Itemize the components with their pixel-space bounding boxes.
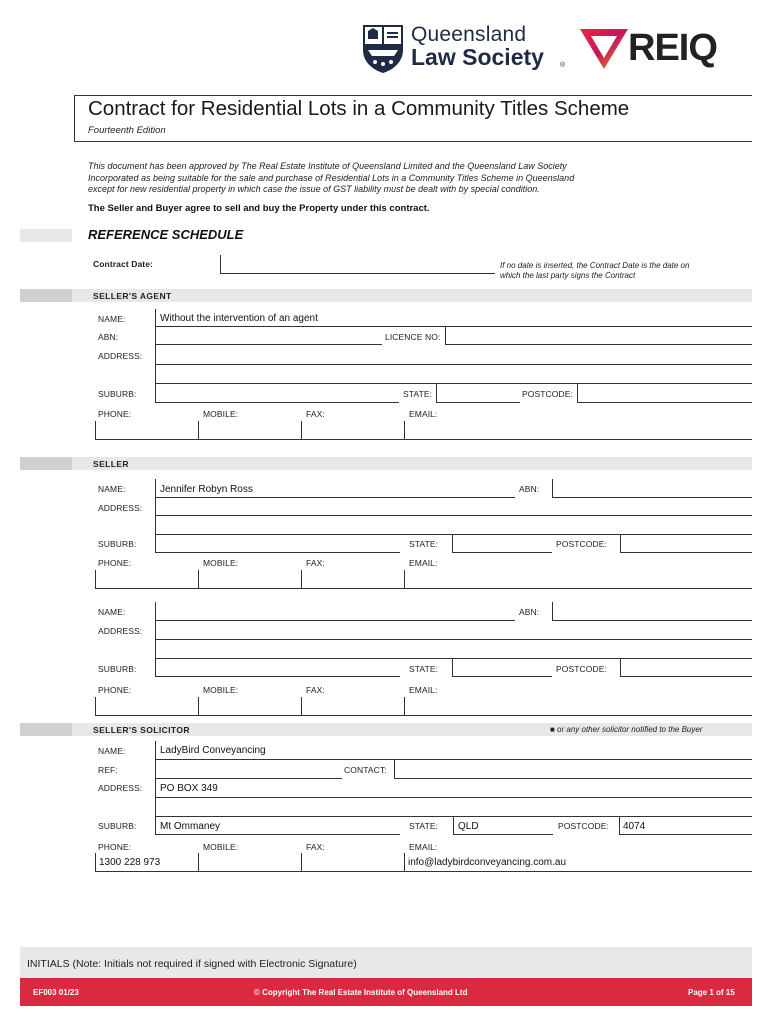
seller2-name-label: NAME: — [98, 607, 126, 617]
seller1-mobile-label: MOBILE: — [203, 558, 239, 568]
solicitor-email-value: info@ladybirdconveyancing.com.au — [408, 857, 567, 868]
agent-state-label: STATE: — [403, 389, 433, 399]
seller2-fax-field[interactable] — [301, 697, 404, 716]
seller1-fax-field[interactable] — [301, 570, 404, 589]
agent-email-label: EMAIL: — [409, 409, 438, 419]
solicitor-fax-label: FAX: — [306, 842, 325, 852]
seller2-state-field[interactable] — [452, 659, 552, 677]
agent-name-label: NAME: — [98, 314, 126, 324]
seller2-mobile-field[interactable] — [198, 697, 301, 716]
seller1-email-field[interactable] — [404, 570, 752, 589]
qls-logo — [360, 22, 570, 74]
seller2-fax-label: FAX: — [306, 685, 325, 695]
seller-band-tab — [20, 457, 72, 470]
solicitor-phone-label: PHONE: — [98, 842, 132, 852]
footer-page-number: Page 1 of 15 — [688, 988, 735, 997]
seller1-fax-label: FAX: — [306, 558, 325, 568]
seller2-abn-label: ABN: — [519, 607, 540, 617]
seller2-suburb-label: SUBURB: — [98, 664, 137, 674]
agent-fax-label: FAX: — [306, 409, 325, 419]
intro-line-1: This document has been approved by The Real Estate Institute of Queensland Limited and the Queensland Law Society — [88, 161, 567, 171]
agent-suburb-field[interactable] — [155, 384, 399, 403]
solicitor-contact-label: CONTACT: — [344, 765, 387, 775]
solicitor-state-value: QLD — [458, 821, 479, 832]
sellers-solicitor-note: ■ or any other solicitor notified to the Buyer — [550, 725, 703, 734]
seller1-abn-label: ABN: — [519, 484, 540, 494]
seller2-mobile-label: MOBILE: — [203, 685, 239, 695]
seller1-postcode-label: POSTCODE: — [556, 539, 607, 549]
solicitor-ref-label: REF: — [98, 765, 118, 775]
schedule-heading: REFERENCE SCHEDULE — [88, 227, 244, 242]
solicitor-mobile-label: MOBILE: — [203, 842, 239, 852]
seller-band — [20, 457, 752, 470]
agent-name-value: Without the intervention of an agent — [160, 313, 318, 324]
reiq-logo-text: REIQ — [628, 27, 717, 69]
seller2-abn-field[interactable] — [552, 602, 752, 621]
solicitor-postcode-label: POSTCODE: — [558, 821, 609, 831]
seller2-state-label: STATE: — [409, 664, 439, 674]
solicitor-address-field[interactable] — [155, 779, 752, 798]
seller2-address-label: ADDRESS: — [98, 626, 143, 636]
solicitor-fax-field[interactable] — [301, 853, 404, 872]
seller1-suburb-field[interactable] — [155, 535, 400, 553]
agent-postcode-field[interactable] — [577, 384, 752, 403]
agent-licence-label: LICENCE NO: — [385, 332, 441, 342]
solicitor-email-label: EMAIL: — [409, 842, 438, 852]
agent-abn-field[interactable] — [155, 327, 382, 345]
intro-line-3: except for new residential property in which case the issue of GST liability must be dealt with by special condition. — [88, 184, 540, 194]
seller1-address-label: ADDRESS: — [98, 503, 143, 513]
sellers-solicitor-band-tab — [20, 723, 72, 736]
seller1-address-field-line2[interactable] — [155, 516, 752, 535]
seller1-suburb-label: SUBURB: — [98, 539, 137, 549]
seller-heading: SELLER — [93, 459, 129, 469]
solicitor-phone-value: 1300 228 973 — [99, 857, 161, 868]
agent-phone-label: PHONE: — [98, 409, 132, 419]
reiq-logo — [578, 25, 750, 71]
solicitor-suburb-label: SUBURB: — [98, 821, 137, 831]
seller2-email-field[interactable] — [404, 697, 752, 716]
title-left-rule — [74, 95, 75, 142]
qls-logo-text-line2: Law Society — [411, 44, 544, 70]
contract-date-note — [500, 261, 689, 281]
agent-phone-field[interactable] — [95, 421, 198, 440]
agent-address-field-line2[interactable] — [155, 365, 752, 384]
sellers-agent-band-tab — [20, 289, 72, 302]
agent-licence-field[interactable] — [445, 327, 752, 345]
solicitor-name-label: NAME: — [98, 746, 126, 756]
sellers-solicitor-heading: SELLER'S SOLICITOR — [93, 725, 190, 735]
edition-label: Fourteenth Edition — [88, 125, 166, 136]
solicitor-name-value: LadyBird Conveyancing — [160, 745, 266, 756]
seller1-state-label: STATE: — [409, 539, 439, 549]
solicitor-suburb-value: Mt Ommaney — [160, 821, 221, 832]
intro-text — [88, 161, 574, 196]
reiq-triangle-icon — [578, 25, 630, 71]
sellers-agent-heading: SELLER'S AGENT — [93, 291, 172, 301]
qls-crest-icon — [360, 22, 406, 74]
agent-fax-field[interactable] — [301, 421, 404, 440]
solicitor-address-field-line2[interactable] — [155, 798, 752, 817]
seller2-suburb-field[interactable] — [155, 659, 400, 677]
title-top-rule — [74, 95, 752, 96]
seller2-address-field[interactable] — [155, 621, 752, 640]
solicitor-ref-field[interactable] — [155, 760, 342, 779]
page-title: Contract for Residential Lots in a Community Titles Scheme — [88, 97, 630, 120]
contract-date-field[interactable] — [220, 255, 495, 274]
contract-date-label: Contract Date: — [93, 259, 153, 269]
seller1-abn-field[interactable] — [552, 479, 752, 498]
seller1-state-field[interactable] — [452, 535, 552, 553]
intro-line-2: Incorporated as being suitable for the sale and purchase of Residential Lots in a Community Titles Scheme in Queensland — [88, 172, 575, 183]
seller2-phone-label: PHONE: — [98, 685, 132, 695]
title-bottom-rule — [74, 141, 752, 142]
contract-date-note-line-1: If no date is inserted, the Contract Date is the date on — [500, 261, 690, 270]
agent-address-label: ADDRESS: — [98, 351, 143, 361]
agent-email-field[interactable] — [404, 421, 752, 440]
seller1-email-label: EMAIL: — [409, 558, 438, 568]
agent-abn-label: ABN: — [98, 332, 119, 342]
solicitor-mobile-field[interactable] — [198, 853, 301, 872]
seller1-mobile-field[interactable] — [198, 570, 301, 589]
seller1-address-field[interactable] — [155, 498, 752, 516]
schedule-heading-tab — [20, 229, 72, 242]
seller2-postcode-field[interactable] — [620, 659, 752, 677]
seller1-name-label: NAME: — [98, 484, 126, 494]
agent-mobile-field[interactable] — [198, 421, 301, 440]
agent-postcode-label: POSTCODE: — [522, 389, 573, 399]
seller2-name-field[interactable] — [155, 602, 515, 621]
seller1-postcode-field[interactable] — [620, 535, 752, 553]
solicitor-postcode-value: 4074 — [623, 821, 646, 832]
seller2-phone-field[interactable] — [95, 697, 198, 716]
agreement-text: The Seller and Buyer agree to sell and buy the Property under this contract. — [88, 203, 430, 214]
seller2-postcode-label: POSTCODE: — [556, 664, 607, 674]
solicitor-contact-field[interactable] — [394, 760, 752, 779]
seller2-address-field-line2[interactable] — [155, 640, 752, 659]
agent-suburb-label: SUBURB: — [98, 389, 137, 399]
seller2-email-label: EMAIL: — [409, 685, 438, 695]
footer-copyright: © Copyright The Real Estate Institute of Queensland Ltd — [254, 988, 468, 997]
seller1-phone-label: PHONE: — [98, 558, 132, 568]
footer-form-code: EF003 01/23 — [33, 988, 79, 997]
solicitor-address-label: ADDRESS: — [98, 783, 143, 793]
agent-state-field[interactable] — [436, 384, 520, 403]
solicitor-state-label: STATE: — [409, 821, 439, 831]
agent-address-field[interactable] — [155, 345, 752, 365]
solicitor-address-value: PO BOX 349 — [160, 783, 218, 794]
initials-note: INITIALS (Note: Initials not required if signed with Electronic Signature) — [27, 958, 357, 970]
seller1-name-value: Jennifer Robyn Ross — [160, 484, 253, 495]
qls-logo-text-line1: Queensland — [411, 23, 527, 46]
agent-mobile-label: MOBILE: — [203, 409, 239, 419]
contract-date-note-line-2: which the last party signs the Contract — [500, 271, 636, 280]
qls-trademark: ® — [560, 62, 566, 69]
seller1-phone-field[interactable] — [95, 570, 198, 589]
